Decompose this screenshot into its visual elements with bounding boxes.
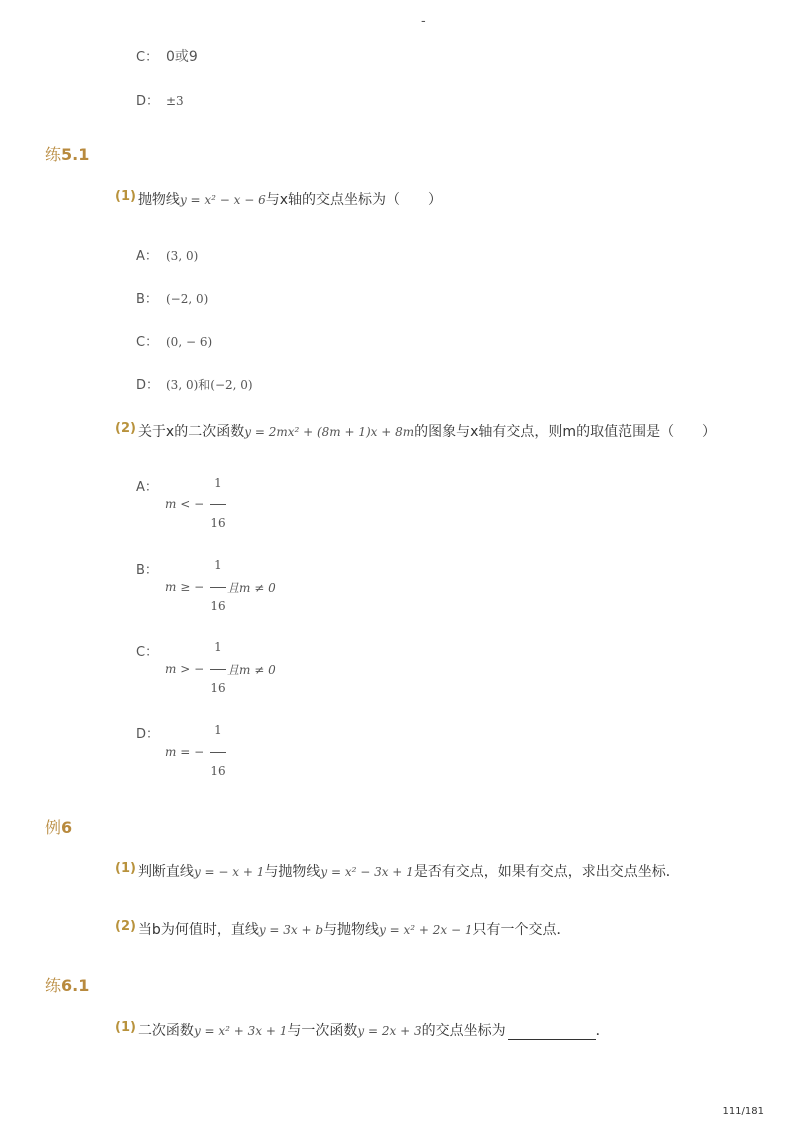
fraction-denominator: 16 bbox=[210, 599, 226, 613]
question-number: (1) bbox=[115, 189, 136, 204]
page-number: 111/181 bbox=[722, 1106, 764, 1117]
option-label: D： bbox=[136, 94, 160, 109]
question-text: 与一次函数 bbox=[287, 1023, 358, 1039]
question-text: ． bbox=[595, 1023, 610, 1039]
header-dash: - bbox=[421, 14, 426, 29]
question-2 bbox=[115, 919, 571, 939]
answer-blank[interactable] bbox=[508, 1025, 596, 1040]
option-tail: 且m ≠ 0 bbox=[227, 663, 276, 677]
option-text: (0, − 6) bbox=[166, 335, 213, 349]
fraction-numerator: 1 bbox=[214, 558, 222, 572]
option-label: A： bbox=[136, 249, 158, 264]
section-heading bbox=[45, 815, 72, 838]
math-expression: y = x² + 3x + 1 bbox=[193, 1024, 288, 1038]
question-number: (1) bbox=[115, 1020, 136, 1035]
math-expression: y = x² + 2x − 1 bbox=[379, 923, 473, 937]
option-label: A： bbox=[136, 480, 158, 495]
section-number: 6 bbox=[61, 818, 73, 837]
option-label: D： bbox=[136, 378, 160, 393]
math-expression: y = − x + 1 bbox=[193, 865, 265, 879]
question-text: 与抛物线 bbox=[323, 922, 380, 938]
option-text: ±3 bbox=[166, 94, 184, 108]
section-prefix: 练 bbox=[45, 976, 62, 995]
fraction-denominator: 16 bbox=[210, 764, 226, 778]
question-text: 的交点坐标为 bbox=[421, 1023, 506, 1039]
question-1 bbox=[115, 861, 680, 881]
option-text: (3, 0)和(−2, 0) bbox=[166, 378, 253, 392]
option-text: 0或9 bbox=[166, 49, 198, 65]
section-number: 5.1 bbox=[61, 145, 90, 164]
question-text: 判断直线 bbox=[137, 864, 194, 880]
math-expression: y = 2x + 3 bbox=[357, 1024, 422, 1038]
option-lhs: m = − bbox=[165, 745, 205, 759]
question-text: 当b为何值时，直线 bbox=[137, 922, 259, 938]
option-label: C： bbox=[136, 645, 159, 660]
option-label: B： bbox=[136, 563, 158, 578]
fraction-denominator: 16 bbox=[210, 516, 226, 530]
fraction-denominator: 16 bbox=[210, 681, 226, 695]
option-text: (−2, 0) bbox=[166, 292, 209, 306]
fraction-bar bbox=[210, 504, 226, 505]
math-expression: y = x² − x − 6 bbox=[179, 193, 266, 207]
question-text: 的图象与x轴有交点，则m的取值范围是（ ） bbox=[414, 424, 717, 440]
option-text: (3, 0) bbox=[166, 249, 199, 263]
section-heading bbox=[45, 973, 89, 996]
math-expression: y = x² − 3x + 1 bbox=[320, 865, 414, 879]
section-prefix: 例 bbox=[45, 818, 62, 837]
question-number: (1) bbox=[115, 861, 136, 876]
option-lhs: m > − bbox=[165, 662, 205, 676]
option-lhs: m ≥ − bbox=[165, 580, 205, 594]
question-text: 与抛物线 bbox=[264, 864, 321, 880]
option-label: B： bbox=[136, 292, 158, 307]
option-label: C： bbox=[136, 50, 159, 65]
option-label: C： bbox=[136, 335, 159, 350]
question-text: 抛物线 bbox=[137, 192, 180, 208]
fraction-bar bbox=[210, 669, 226, 670]
fraction-bar bbox=[210, 587, 226, 588]
question-text: 关于x的二次函数 bbox=[137, 424, 245, 440]
question-number: (2) bbox=[115, 421, 136, 436]
fraction-numerator: 1 bbox=[214, 640, 222, 654]
question-number: (2) bbox=[115, 919, 136, 934]
fraction-numerator: 1 bbox=[214, 476, 222, 490]
section-number: 6.1 bbox=[61, 976, 90, 995]
section-prefix: 练 bbox=[45, 145, 62, 164]
question-text: 与x轴的交点坐标为（ ） bbox=[265, 192, 443, 208]
fraction-numerator: 1 bbox=[214, 723, 222, 737]
question-text: 只有一个交点． bbox=[472, 922, 571, 938]
fraction-bar bbox=[210, 752, 226, 753]
option-tail: 且m ≠ 0 bbox=[227, 581, 276, 595]
math-expression: y = 3x + b bbox=[258, 923, 324, 937]
question-text: 二次函数 bbox=[137, 1023, 194, 1039]
math-expression: y = 2mx² + (8m + 1)x + 8m bbox=[244, 425, 415, 439]
option-lhs: m < − bbox=[165, 497, 205, 511]
option-label: D： bbox=[136, 727, 160, 742]
question-1 bbox=[115, 1020, 610, 1040]
question-text: 是否有交点，如果有交点，求出交点坐标． bbox=[413, 864, 680, 880]
